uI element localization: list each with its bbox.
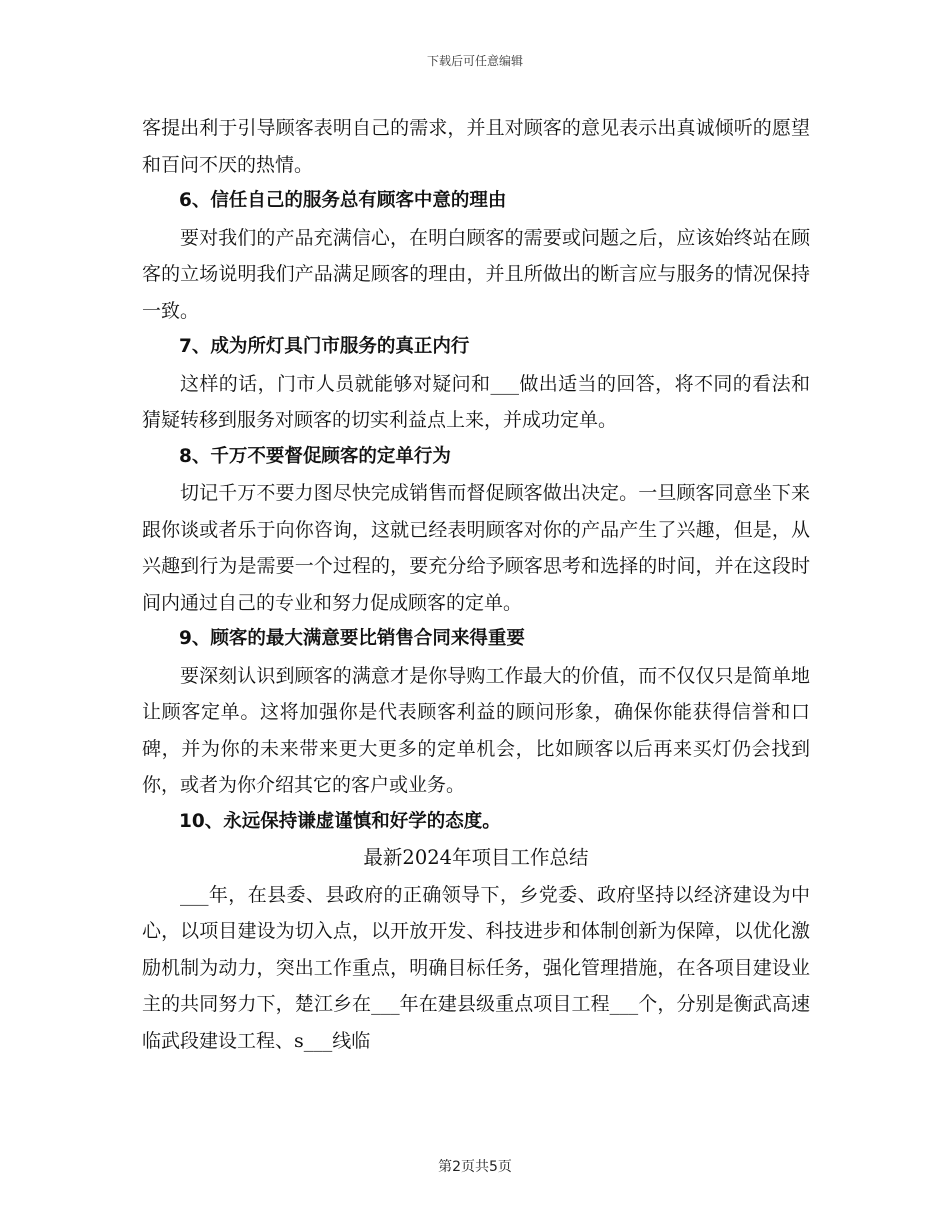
- document-body: [142, 110, 810, 1059]
- page-header: 下载后可任意编辑: [426, 54, 523, 68]
- paragraph-6: 要对我们的产品充满信心，在明白顾客的需要或问题之后，应该始终站在顾客的立场说明我们产品满足顾客的理由，并且所做出的断言应与服务的情况保持一致。: [142, 226, 810, 322]
- paragraph-8: 切记千万不要力图尽快完成销售而督促顾客做出决定。一旦顾客同意坐下来跟你谈或者乐于向你咨询，这就已经表明顾客对你的产品产生了兴趣，但是，从兴趣到行为是需要一个过程的，要充分给予顾客思考和选择的时间，并在这段时间内通过自己的专业和努力促成顾客的定单。: [142, 482, 810, 614]
- heading-10: 10、永远保持谦虚谨慎和好学的态度。: [179, 810, 501, 832]
- page-footer: 第2页共5页: [438, 1159, 512, 1175]
- heading-6: 6、信任自己的服务总有顾客中意的理由: [179, 190, 507, 211]
- section-title: 最新2024年项目工作总结: [363, 846, 589, 869]
- heading-9: 9、顾客的最大满意要比销售合同来得重要: [179, 628, 525, 649]
- paragraph-intro: 客提出利于引导顾客表明自己的需求，并且对顾客的意见表示出真诚倾听的愿望和百问不厌的热情。: [142, 117, 810, 176]
- heading-7: 7、成为所灯具门市服务的真正内行: [179, 336, 470, 357]
- paragraph-summary: ___年，在县委、县政府的正确领导下，乡党委、政府坚持以经济建设为中心，以项目建设为切入点，以开放开发、科技进步和体制创新为保障，以优化激励机制为动力，突出工作重点，明确目标任务，强化管理措施，在各项目建设业主的共同努力下，楚江乡在___年在建县级重点项目工程___个，分别是衡武高速临武段建设工程、s___线临: [142, 883, 810, 1052]
- paragraph-7: 这样的话，门市人员就能够对疑问和___做出适当的回答，将不同的看法和猜疑转移到服务对顾客的切实利益点上来，并成功定单。: [142, 372, 810, 431]
- heading-8: 8、千万不要督促顾客的定单行为: [179, 445, 451, 467]
- paragraph-9: 要深刻认识到顾客的满意才是你导购工作最大的价值，而不仅仅只是简单地让顾客定单。这将加强你是代表顾客利益的顾问形象，确保你能获得信誉和口碑，并为你的未来带来更大更多的定单机会，比如顾客以后再来买灯仍会找到你，或者为你介绍其它的客户或业务。: [142, 664, 810, 796]
